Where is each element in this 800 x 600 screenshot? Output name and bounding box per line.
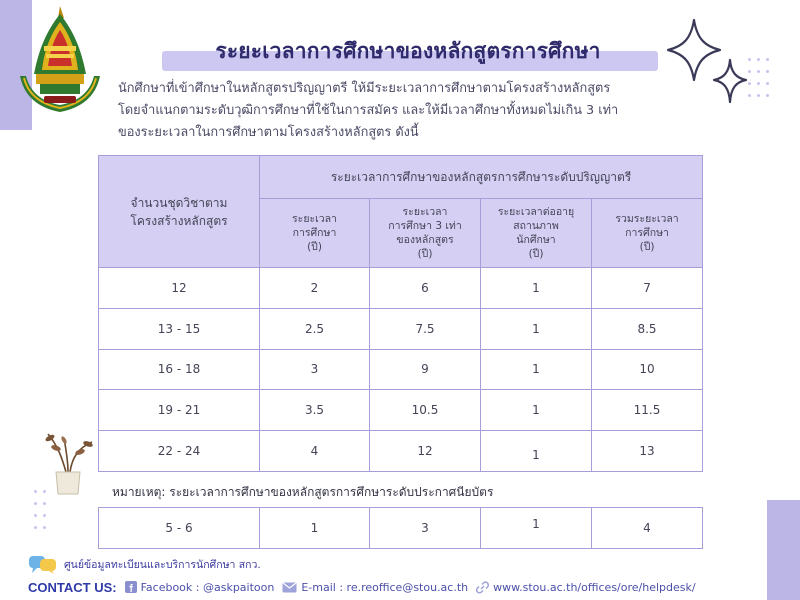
link-icon [476, 581, 489, 594]
table-cell: 5 - 6 [99, 508, 260, 549]
corner-decoration-bottom-right [767, 500, 800, 600]
table-cell: 10 [592, 349, 703, 390]
website-link[interactable] [476, 581, 695, 594]
email-link[interactable] [282, 581, 468, 594]
sub-header-line: (ปี) [528, 248, 544, 260]
sub-header-line: ของหลักสูตร [396, 234, 454, 246]
table-cell: 7 [592, 268, 703, 309]
table-cell: 1 [260, 508, 370, 549]
table-cell: 1 [481, 349, 592, 390]
office-name: ศูนย์ข้อมูลทะเบียนและบริการนักศึกษา สกว. [64, 558, 261, 571]
table-cell: 6 [370, 268, 481, 309]
title-banner [158, 35, 658, 75]
table-cell: 4 [260, 431, 370, 472]
col1-header [99, 156, 260, 268]
sub-header-line: (ปี) [639, 241, 655, 253]
dot-grid-decoration-right [748, 58, 772, 108]
table-cell: 2 [260, 268, 370, 309]
table-cell: 22 - 24 [99, 431, 260, 472]
table-cell: 7.5 [370, 308, 481, 349]
table-cell: 16 - 18 [99, 349, 260, 390]
intro-line: โดยจำแนกตามระดับวุฒิการศึกษาที่ใช้ในการสมัคร และให้มีเวลาศึกษาทั้งหมดไม่เกิน 3 เท่า [118, 103, 619, 118]
col1-header-line: จำนวนชุดวิชาตาม [130, 195, 228, 210]
study-duration-table [98, 155, 703, 472]
sub-header-line: การศึกษา 3 เท่า [388, 220, 462, 232]
contact-footer [28, 577, 704, 597]
group-header: ระยะเวลาการศึกษาของหลักสูตรการศึกษาระดับปริญญาตรี [260, 156, 703, 199]
intro-paragraph [118, 78, 698, 144]
chat-bubble-icon [28, 554, 58, 574]
table-cell: 8.5 [592, 308, 703, 349]
table-cell: 12 [370, 431, 481, 472]
table-row [99, 508, 703, 549]
facebook-icon [125, 581, 137, 593]
facebook-text: Facebook : @askpaitoon [140, 580, 275, 594]
sub-header-triple-duration [370, 199, 481, 268]
table-cell: 2.5 [260, 308, 370, 349]
col1-header-line: โครงสร้างหลักสูตร [130, 213, 228, 228]
table-cell: 3 [260, 349, 370, 390]
mail-icon [282, 582, 297, 593]
intro-line: ของระยะเวลาในการศึกษาตามโครงสร้างหลักสูตร ดังนี้ [118, 125, 419, 140]
table-cell: 12 [99, 268, 260, 309]
table-row [99, 390, 703, 431]
sub-header-line: การศึกษา [292, 227, 337, 239]
table-cell: 3.5 [260, 390, 370, 431]
table-row [99, 349, 703, 390]
sub-header-duration [260, 199, 370, 268]
table-cell: 1 [481, 308, 592, 349]
table-cell: 1 [481, 390, 592, 431]
table-cell: 3 [370, 508, 481, 549]
plant-vase-icon [36, 428, 102, 498]
sub-header-line: (ปี) [307, 241, 322, 253]
university-logo-icon [14, 4, 106, 120]
sub-header-line: (ปี) [417, 248, 433, 260]
table-row [99, 268, 703, 309]
email-text: E-mail : re.reoffice@stou.ac.th [301, 580, 469, 594]
table-note: หมายเหตุ: ระยะเวลาการศึกษาของหลักสูตรการศึกษาระดับประกาศนียบัตร [112, 485, 494, 499]
table-cell: 1 [481, 431, 592, 472]
diploma-duration-table [98, 507, 703, 549]
table-cell: 4 [592, 508, 703, 549]
sub-header-line: สถานภาพ [513, 220, 559, 232]
sub-header-line: นักศึกษา [516, 234, 556, 246]
sub-header-line: ระยะเวลา [292, 213, 337, 225]
table-row [99, 431, 703, 472]
table-cell: 9 [370, 349, 481, 390]
table-cell: 1 [481, 508, 592, 549]
table-cell: 11.5 [592, 390, 703, 431]
table-row [99, 308, 703, 349]
table-cell: 13 [592, 431, 703, 472]
sub-header-line: ระยะเวลา [402, 206, 448, 218]
website-text: www.stou.ac.th/offices/ore/helpdesk/ [493, 580, 696, 594]
contact-label: CONTACT US: [28, 579, 117, 595]
table-cell: 1 [481, 268, 592, 309]
footer-office [28, 553, 261, 575]
table-cell: 10.5 [370, 390, 481, 431]
sub-header-total [592, 199, 703, 268]
sub-header-line: รวมระยะเวลา [615, 213, 679, 225]
table-cell: 13 - 15 [99, 308, 260, 349]
sub-header-renewal [481, 199, 592, 268]
facebook-link[interactable] [125, 581, 275, 594]
intro-line: นักศึกษาที่เข้าศึกษาในหลักสูตรปริญญาตรี ให้มีระยะเวลาการศึกษาตามโครงสร้างหลักสูตร [118, 81, 611, 96]
sub-header-line: การศึกษา [625, 227, 669, 239]
table-cell: 19 - 21 [99, 390, 260, 431]
sub-header-line: ระยะเวลาต่ออายุ [497, 206, 575, 218]
page-title: ระยะเวลาการศึกษาของหลักสูตรการศึกษา [215, 39, 601, 63]
